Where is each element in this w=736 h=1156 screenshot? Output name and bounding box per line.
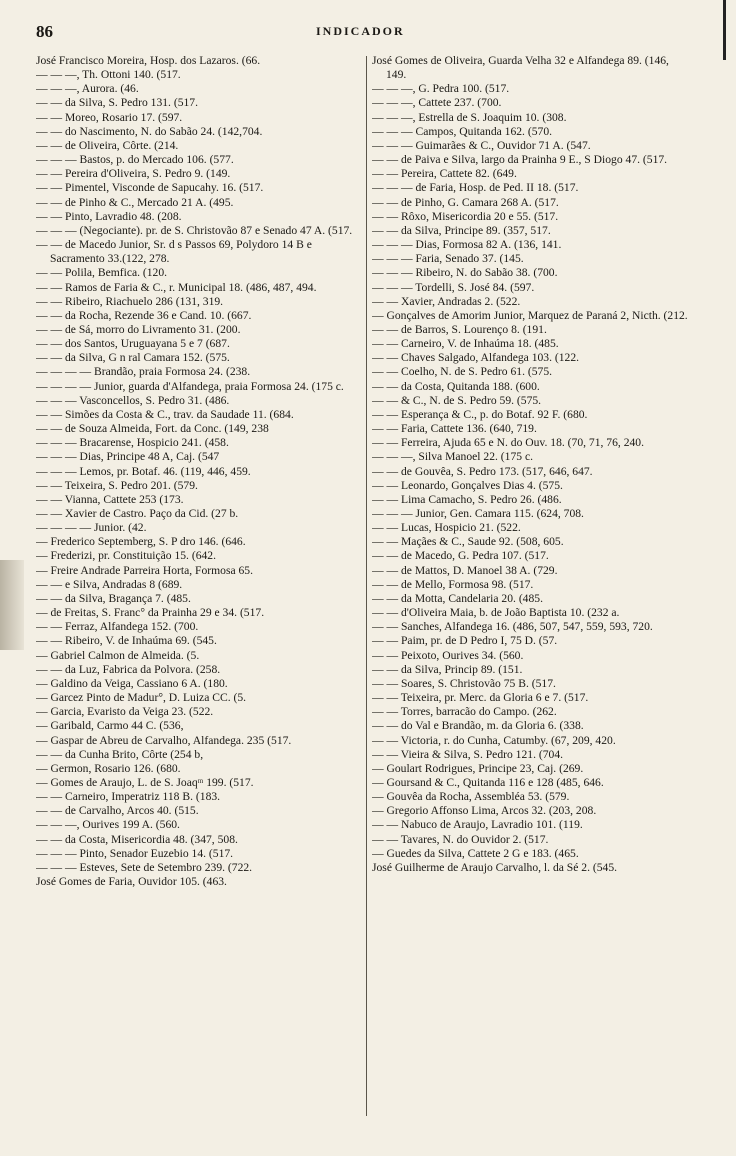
directory-entry: — — Peixoto, Ourives 34. (560. — [372, 648, 524, 662]
directory-entry: — — da Silva, S. Pedro 131. (517. — [36, 96, 198, 110]
directory-entry: — — Paim, pr. de D Pedro I, 75 D. (57. — [372, 634, 558, 648]
running-head: INDICADOR — [316, 24, 405, 38]
directory-entry: — — de Oliveira, Côrte. (214. — [36, 138, 179, 152]
directory-entry: — — Vieira & Silva, S. Pedro 121. (704. — [372, 747, 564, 761]
directory-entry: — — de Paiva e Silva, largo da Prainha 9 E., S Diogo 47. (517. — [372, 153, 668, 167]
directory-entry: — — Pinto, Lavradio 48. (208. — [36, 209, 182, 223]
directory-entry: — — — Guimarães & C., Ouvidor 71 A. (547. — [372, 138, 591, 152]
directory-entry: — — de Souza Almeida, Fort. da Conc. (149, 238 — [36, 422, 269, 436]
right-column — [372, 54, 692, 1134]
directory-entry: — — — Faria, Senado 37. (145. — [372, 252, 524, 266]
directory-entry: — — — Ribeiro, N. do Sabão 38. (700. — [372, 266, 558, 280]
directory-entry: — — —, Aurora. (46. — [36, 82, 139, 96]
directory-entry: — Freire Andrade Parreira Horta, Formosa 65. — [36, 563, 253, 577]
directory-entry: — — —, Cattete 237. (700. — [372, 96, 502, 110]
directory-entry: — — Moreo, Rosario 17. (597. — [36, 110, 183, 124]
directory-entry: — — — Junior, Gen. Camara 115. (624, 708. — [372, 507, 584, 520]
directory-entry: — — Carneiro, Imperatriz 118 B. (183. — [36, 790, 221, 804]
directory-entry: — — Carneiro, V. de Inhaúma 18. (485. — [372, 337, 559, 351]
directory-entry: — — — — Junior. (42. — [36, 521, 147, 535]
directory-entry: — — Nabuco de Araujo, Lavradio 101. (119. — [372, 818, 583, 832]
directory-entry: — — de Pinho, G. Camara 268 A. (517. — [372, 195, 559, 209]
directory-entry: — — Esperança & C., p. do Botaf. 92 F. (680. — [372, 407, 588, 421]
directory-entry: — — — Esteves, Sete de Setembro 239. (722. — [36, 860, 253, 874]
directory-entry: — — d'Oliveira Maia, b. de João Baptista 10. (232 a. — [372, 606, 620, 620]
directory-entry: — Frederico Septemberg, S. P dro 146. (646. — [36, 535, 246, 549]
directory-entry: — Goursand & C., Quitanda 116 e 128 (485, 646. — [372, 775, 604, 789]
directory-entry: — — — de Faria, Hosp. de Ped. II 18. (517. — [372, 181, 579, 195]
directory-entry: — — — (Negociante). pr. de S. Christovão 87 e Senado 47 A. (517. — [36, 223, 353, 237]
directory-entry: — — da Costa, Misericordia 48. (347, 508. — [36, 832, 238, 846]
directory-entry: — — Teixeira, S. Pedro 201. (579. — [36, 478, 198, 492]
directory-entry: — — Teixeira, pr. Merc. da Gloria 6 e 7. (517. — [372, 691, 589, 705]
directory-entry: — — Ribeiro, V. de Inhaúma 69. (545. — [36, 634, 217, 648]
directory-entry: José Guilherme de Araujo Carvalho, l. da Sé 2. (545. — [372, 860, 618, 874]
directory-entry: José Gomes de Faria, Ouvidor 105. (463. — [36, 875, 227, 889]
directory-entry: — Garcez Pinto de Madur°, D. Luiza CC. (5. — [36, 691, 247, 705]
directory-entry: — — Vianna, Cattete 253 (173. — [36, 492, 184, 506]
directory-entry: — — da Silva, Princip 89. (151. — [372, 662, 523, 676]
directory-entry: — Frederizi, pr. Constituição 15. (642. — [36, 549, 216, 563]
page-header — [36, 22, 686, 44]
directory-entry: — — da Costa, Quitanda 188. (600. — [372, 379, 540, 393]
directory-entry: — — Victoria, r. do Cunha, Catumby. (67, 209, 420. — [372, 733, 616, 747]
directory-entry: — — — Lemos, pr. Botaf. 46. (119, 446, 459. — [36, 464, 251, 478]
directory-entry: — — da Silva, G n ral Camara 152. (575. — [36, 351, 230, 365]
directory-entry: — Goulart Rodrigues, Principe 23, Caj. (269. — [372, 761, 584, 775]
directory-entry: — — Polila, Bemfica. (120. — [36, 266, 168, 280]
directory-entry: — — de Carvalho, Arcos 40. (515. — [36, 804, 199, 818]
directory-entry: — — de Sá, morro do Livramento 31. (200. — [36, 322, 241, 336]
directory-entry: — — —, Silva Manoel 22. (175 c. — [372, 450, 534, 464]
directory-entry: — — da Rocha, Rezende 36 e Cand. 10. (667. — [36, 308, 252, 322]
directory-entry: — Gomes de Araujo, L. de S. Joaqᵐ 199. (517. — [36, 775, 254, 789]
directory-entry: — — —, G. Pedra 100. (517. — [372, 82, 510, 96]
directory-entry: — — Ferreira, Ajuda 65 e N. do Ouv. 18. (70, 71, 76, 240. — [372, 436, 644, 450]
directory-entry: — — Pereira, Cattete 82. (649. — [372, 167, 517, 181]
directory-entry: — — — Dias, Principe 48 A, Caj. (547 — [36, 450, 220, 464]
binding-shadow — [0, 560, 24, 650]
directory-entry: — — de Barros, S. Lourenço 8. (191. — [372, 322, 547, 336]
directory-entry: — Garcia, Evaristo da Veiga 23. (522. — [36, 705, 214, 719]
directory-entry: — — da Silva, Principe 89. (357, 517. — [372, 223, 551, 237]
directory-entry: — — — — Brandão, praia Formosa 24. (238. — [36, 365, 251, 379]
directory-entry: — — de Macedo, G. Pedra 107. (517. — [372, 549, 549, 563]
directory-entry: — — Ferraz, Alfandega 152. (700. — [36, 620, 199, 634]
directory-entry: — — Ramos de Faria & C., r. Municipal 18. (486, 487, 494. — [36, 280, 317, 294]
directory-entry: — — Xavier de Castro. Paço da Cid. (27 b. — [36, 507, 239, 520]
directory-entry: — Garibald, Carmo 44 C. (536, — [36, 719, 184, 733]
directory-entry: — — Lima Camacho, S. Pedro 26. (486. — [372, 492, 562, 506]
directory-entry: — — Leonardo, Gonçalves Dias 4. (575. — [372, 478, 563, 492]
directory-entry: — — & C., N. de S. Pedro 59. (575. — [372, 393, 542, 407]
directory-entry: — — de Mello, Formosa 98. (517. — [372, 577, 534, 591]
directory-entry: — — — — Junior, guarda d'Alfandega, praia Formosa 24. (175 c. — [36, 379, 344, 393]
directory-entry: — — Xavier, Andradas 2. (522. — [372, 294, 521, 308]
directory-entry: — — — Pinto, Senador Euzebio 14. (517. — [36, 846, 234, 860]
directory-entry: — Gonçalves de Amorim Junior, Marquez de Paraná 2, Nicth. (212. — [372, 308, 688, 322]
directory-entry: — — Lucas, Hospicio 21. (522. — [372, 521, 521, 535]
directory-entry: — — — Campos, Quitanda 162. (570. — [372, 124, 553, 138]
directory-entry: — — dos Santos, Uruguayana 5 e 7 (687. — [36, 337, 230, 351]
directory-entry: — — Faria, Cattete 136. (640, 719. — [372, 422, 537, 436]
left-column — [36, 54, 364, 1134]
directory-entry: — — Simões da Costa & C., trav. da Saudade 11. (684. — [36, 407, 294, 421]
directory-entry: — — — Vasconcellos, S. Pedro 31. (486. — [36, 393, 230, 407]
directory-entry: — Gaspar de Abreu de Carvalho, Alfandega. 235 (517. — [36, 733, 292, 747]
directory-entry: — — Pereira d'Oliveira, S. Pedro 9. (149. — [36, 167, 231, 181]
directory-entry: — — de Pinho & C., Mercado 21 A. (495. — [36, 195, 234, 209]
directory-entry: — — Chaves Salgado, Alfandega 103. (122. — [372, 351, 580, 365]
directory-entry: — — de Macedo Junior, Sr. d s Passos 69, Polydoro 14 B e Sacramento 33.(122, 278. — [36, 238, 312, 266]
directory-entry: — Gouvêa da Rocha, Assembléa 53. (579. — [372, 790, 570, 804]
page-edge-mark — [723, 0, 726, 60]
directory-entry: — — — Dias, Formosa 82 A. (136, 141. — [372, 238, 562, 252]
directory-entry: — de Freitas, S. Franc° da Prainha 29 e 34. (517. — [36, 606, 265, 620]
directory-entry: — — da Cunha Brito, Côrte (254 b, — [36, 747, 204, 761]
directory-entry: — Galdino da Veiga, Cassiano 6 A. (180. — [36, 676, 228, 690]
column-divider — [366, 56, 367, 1116]
directory-entry: — — Soares, S. Christovão 75 B. (517. — [372, 676, 556, 690]
directory-entry: — — de Mattos, D. Manoel 38 A. (729. — [372, 563, 558, 577]
directory-entry: — — —, Estrella de S. Joaquim 10. (308. — [372, 110, 567, 124]
directory-entry: — — Pimentel, Visconde de Sapucahy. 16. (517. — [36, 181, 264, 195]
directory-entry: — — — Bracarense, Hospicio 241. (458. — [36, 436, 229, 450]
directory-entry: — — — Bastos, p. do Mercado 106. (577. — [36, 153, 234, 167]
page-number: 86 — [36, 22, 53, 41]
directory-entry: — — da Motta, Candelaria 20. (485. — [372, 591, 543, 605]
directory-entry: — Guedes da Silva, Cattete 2 G e 183. (465. — [372, 846, 579, 860]
directory-entry: — — do Val e Brandão, m. da Gloria 6. (338. — [372, 719, 584, 733]
directory-entry: — Gabriel Calmon de Almeida. (5. — [36, 648, 200, 662]
directory-entry: — — do Nascimento, N. do Sabão 24. (142,704. — [36, 124, 263, 138]
directory-entry: — — Coelho, N. de S. Pedro 61. (575. — [372, 365, 553, 379]
directory-entry: José Gomes de Oliveira, Guarda Velha 32 e Alfandega 89. (146, 149. — [372, 54, 669, 82]
directory-entry: — — Tavares, N. do Ouvidor 2. (517. — [372, 832, 549, 846]
directory-entry: — — —, Th. Ottoni 140. (517. — [36, 68, 181, 82]
directory-entry: — Gregorio Affonso Lima, Arcos 32. (203, 208. — [372, 804, 597, 818]
directory-entry: — — de Gouvêa, S. Pedro 173. (517, 646, 647. — [372, 464, 593, 478]
directory-entry: — — da Silva, Bragança 7. (485. — [36, 591, 191, 605]
directory-entry: — — —, Ourives 199 A. (560. — [36, 818, 180, 832]
directory-entry: — — Ribeiro, Riachuelo 286 (131, 319. — [36, 294, 224, 308]
directory-entry: — — Torres, barracão do Campo. (262. — [372, 705, 557, 719]
directory-entry: — — e Silva, Andradas 8 (689. — [36, 577, 183, 591]
directory-entry: José Francisco Moreira, Hosp. dos Lazaros. (66. — [36, 54, 261, 67]
directory-entry: — — — Tordelli, S. José 84. (597. — [372, 280, 535, 294]
directory-entry: — — Maçães & C., Saude 92. (508, 605. — [372, 535, 564, 549]
directory-entry: — — Rôxo, Misericordia 20 e 55. (517. — [372, 209, 559, 223]
directory-entry: — — da Luz, Fabrica da Polvora. (258. — [36, 662, 221, 676]
directory-entry: — — Sanches, Alfandega 16. (486, 507, 547, 559, 593, 720. — [372, 620, 653, 634]
directory-entry: — Germon, Rosario 126. (680. — [36, 761, 181, 775]
